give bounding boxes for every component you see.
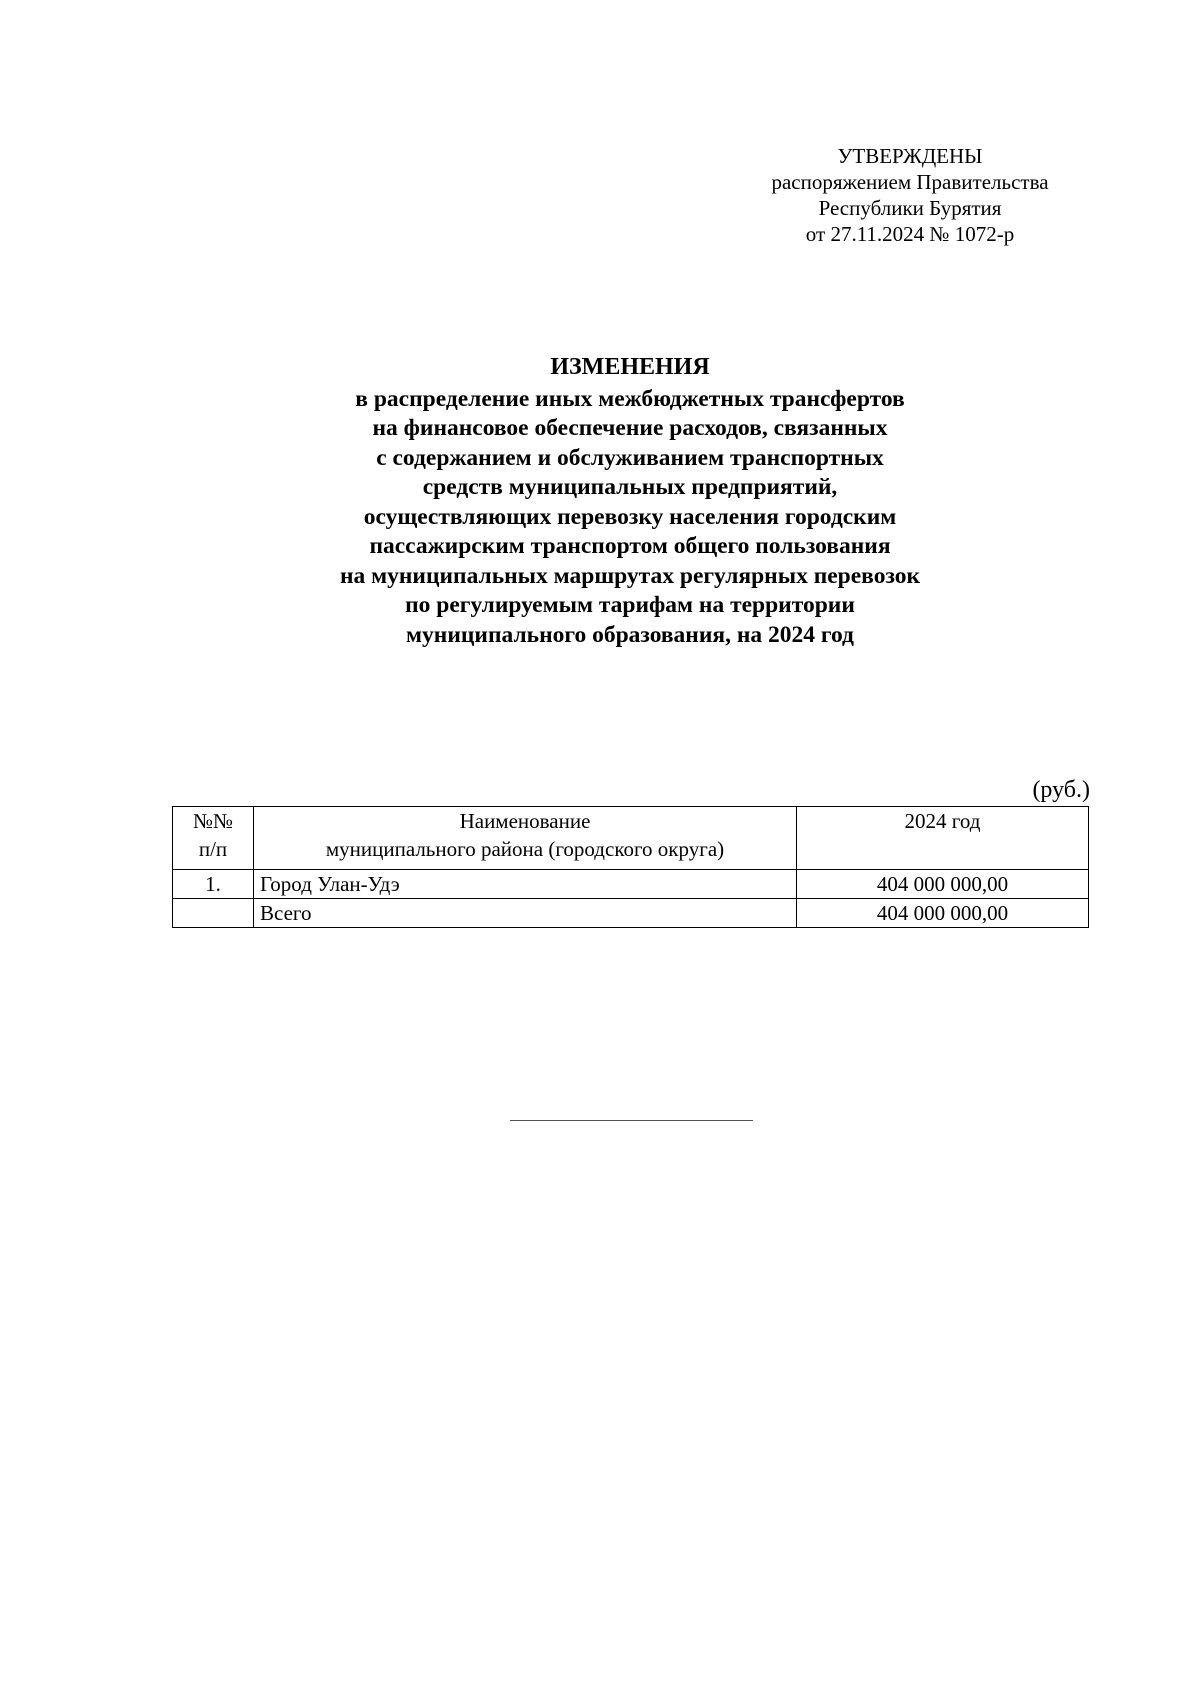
title-line: осуществляющих перевозку населения городским bbox=[363, 503, 897, 530]
header-year: 2024 год bbox=[797, 807, 1089, 870]
title-line: муниципального образования, на 2024 год bbox=[406, 621, 854, 648]
header-name bbox=[254, 807, 797, 870]
header-number-line: п/п bbox=[198, 837, 228, 861]
row-amount: 404 000 000,00 bbox=[797, 899, 1089, 928]
title-line: на финансовое обеспечение расходов, связанных bbox=[372, 415, 888, 441]
table-total-row bbox=[173, 899, 1089, 928]
title-line: по регулируемым тарифам на территории bbox=[405, 592, 855, 618]
title-line: средств муниципальных предприятий, bbox=[422, 474, 838, 500]
end-divider bbox=[510, 1120, 753, 1121]
title-line: с содержанием и обслуживанием транспортных bbox=[376, 444, 884, 471]
row-amount: 404 000 000,00 bbox=[797, 870, 1089, 899]
document-title bbox=[200, 353, 1060, 650]
header-number-line: №№ bbox=[192, 809, 234, 833]
approval-line: распоряжением Правительства bbox=[771, 170, 1049, 194]
title-line: пассажирским транспортом общего пользования bbox=[369, 533, 891, 559]
approval-line: Республики Бурятия bbox=[818, 196, 1002, 220]
header-number bbox=[173, 807, 254, 870]
row-number bbox=[173, 899, 254, 928]
approval-line: от 27.11.2024 № 1072-р bbox=[805, 222, 1015, 246]
title-line: в распределение иных межбюджетных трансфертов bbox=[355, 385, 905, 412]
row-number: 1. bbox=[173, 870, 254, 899]
approval-line: УТВЕРЖДЕНЫ bbox=[837, 144, 983, 168]
header-name-line: муниципального района (городского округа) bbox=[325, 837, 725, 861]
title-line: на муниципальных маршрутах регулярных перевозок bbox=[339, 562, 921, 589]
allocation-table bbox=[172, 806, 1089, 928]
title-heading: ИЗМЕНЕНИЯ bbox=[550, 354, 710, 380]
table-header-row bbox=[173, 807, 1089, 870]
unit-label: (руб.) bbox=[1032, 777, 1090, 803]
approval-block bbox=[740, 143, 1080, 247]
header-name-line: Наименование bbox=[459, 809, 591, 833]
row-name: Город Улан-Удэ bbox=[254, 870, 797, 899]
row-name: Всего bbox=[254, 899, 797, 928]
table-row bbox=[173, 870, 1089, 899]
